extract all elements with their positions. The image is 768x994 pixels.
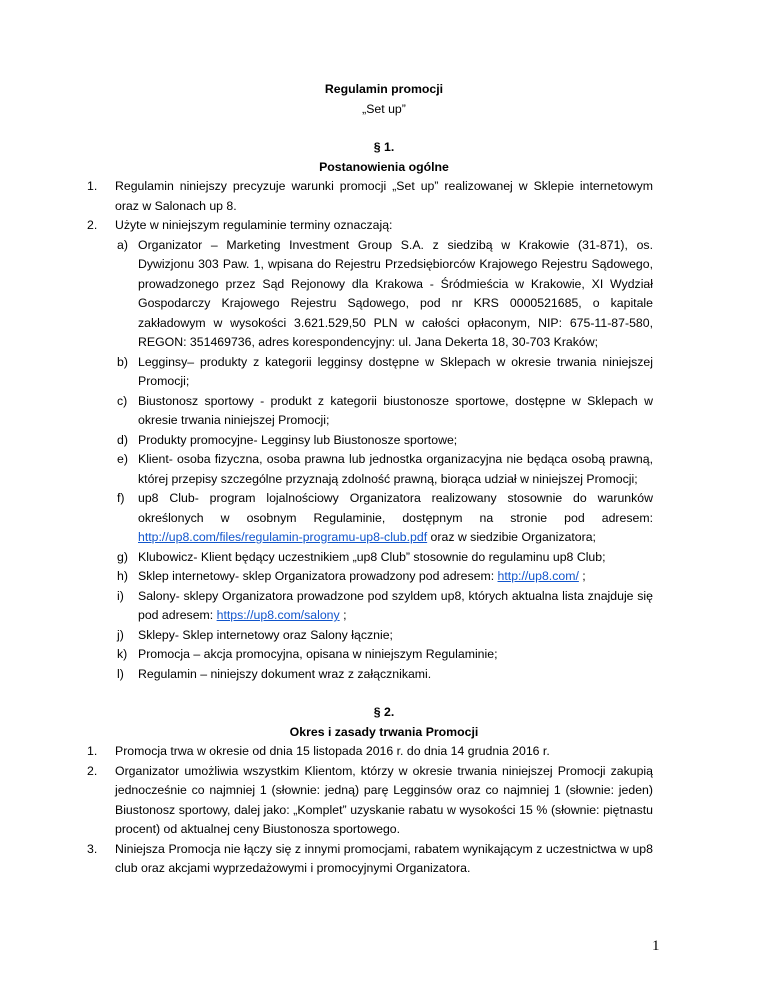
definition-letter: c)	[117, 393, 128, 408]
regulamin-club-link[interactable]: http://up8.com/files/regulamin-programu-up8-club.pdf	[138, 530, 428, 544]
definition-letter: d)	[117, 432, 128, 447]
definition-item	[0, 236, 768, 353]
definition-text-continued	[138, 528, 653, 548]
definition-letter: k)	[117, 647, 128, 661]
list-text: Promocja trwa w okresie od dnia 15 listopada 2016 r. do dnia 14 grudnia 2016 r.	[115, 744, 550, 758]
definition-letter: f)	[117, 491, 125, 505]
section-2-title: Okres i zasady trwania Promocji	[289, 724, 479, 739]
definition-text-part: Salony- sklepy Organizatora prowadzone pod szyldem up8, których aktualna lista znajduje się pod adresem:	[138, 588, 653, 622]
definition-text: Produkty promocyjne- Legginsy lub Biustonosze sportowe;	[138, 432, 458, 447]
document-title: Regulamin promocji	[324, 82, 444, 96]
salony-link[interactable]: https://up8.com/salony	[216, 608, 340, 622]
definition-item	[0, 353, 768, 392]
definition-text	[138, 587, 653, 626]
definition-item	[0, 665, 768, 685]
list-number: 2.	[87, 218, 98, 232]
definition-text: Klient- osoba fizyczna, osoba prawna lub jednostka organizacyjna nie będąca osobą prawną, której przepisy szczególne przyznają zdolność prawną, biorąca udział w niniejszej Promocji;	[138, 452, 653, 486]
section-2-heading: § 2.	[373, 705, 395, 719]
definition-text: Biustonosz sportowy - produkt z kategorii biustonosze sportowe, dostępne w Sklepach w okresie trwania niniejszej Promocji;	[138, 393, 653, 427]
definition-text: Klubowicz- Klient będący uczestnikiem „up8 Club” stosownie do regulaminu up8 Club;	[138, 549, 606, 564]
definition-item	[0, 645, 768, 665]
list-item	[0, 742, 768, 762]
definition-letter: a)	[117, 237, 128, 252]
definition-item	[0, 626, 768, 646]
list-item	[0, 762, 768, 840]
definition-letter: b)	[117, 354, 128, 369]
definition-item	[0, 431, 768, 451]
list-text: Organizator umożliwia wszystkim Klientom, którzy w okresie trwania niniejszej Promocji zakupią jednocześnie co najmniej 1 (słownie: jedną) parę Legginsów oraz co najmniej 1 (słownie: jeden) Biustonosz sportowy, dalej jako: „Komplet” uzyskanie rabatu w wysokości 15 % (słownie: piętnastu procent) od aktualnej ceny Biustonosza sportowego.	[115, 763, 653, 836]
definition-text-part: Sklep internetowy- sklep Organizatora prowadzony pod adresem:	[138, 569, 498, 583]
definition-item	[0, 548, 768, 568]
definition-text: Legginsy– produkty z kategorii legginsy dostępne w Sklepach w okresie trwania niniejszej Promocji;	[138, 354, 653, 388]
list-item	[0, 840, 768, 879]
definition-letter: h)	[117, 569, 128, 583]
definition-text-part: up8 Club- program lojalnościowy Organizatora realizowany stosownie do warunków określonych w osobnym Regulaminie, dostępnym na stronie pod adresem:	[138, 491, 653, 525]
definition-letter: j)	[117, 627, 124, 642]
definition-text	[138, 489, 653, 528]
definition-letter: l)	[117, 666, 124, 681]
list-item	[0, 177, 768, 216]
definition-item	[0, 567, 768, 587]
definition-item	[0, 392, 768, 431]
list-number: 1.	[87, 179, 98, 193]
list-text: Użyte w niniejszym regulaminie terminy oznaczają:	[115, 218, 393, 232]
definition-text: Promocja – akcja promocyjna, opisana w niniejszym Regulaminie;	[138, 647, 498, 661]
definition-text: Regulamin – niniejszy dokument wraz z załącznikami.	[138, 666, 432, 681]
definition-text: Sklepy- Sklep internetowy oraz Salony łącznie;	[138, 627, 393, 642]
definition-text	[138, 567, 653, 587]
section-1-title: Postanowienia ogólne	[319, 159, 449, 174]
list-item	[0, 216, 768, 236]
section-1-heading: § 1.	[373, 140, 395, 154]
list-text: Regulamin niniejszy precyzuje warunki promocji „Set up” realizowanej w Sklepie internetowym oraz w Salonach up 8.	[115, 179, 653, 213]
document-body	[0, 80, 768, 879]
list-number: 2.	[87, 763, 98, 778]
page-number: 1	[652, 938, 660, 954]
list-text: Niniejsza Promocja nie łączy się z innymi promocjami, rabatem wynikającym z uczestnictwa w up8 club oraz akcjami wyprzedażowymi i promocyjnymi Organizatora.	[115, 841, 653, 875]
definition-text-part: ;	[578, 569, 586, 583]
document-subtitle: „Set up”	[362, 101, 406, 116]
definition-item	[0, 587, 768, 626]
list-number: 3.	[87, 841, 98, 856]
list-number: 1.	[87, 744, 98, 758]
definition-letter: i)	[117, 588, 124, 603]
definition-item	[0, 450, 768, 489]
definition-text: Organizator – Marketing Investment Group S.A. z siedzibą w Krakowie (31-871), os. Dywizjonu 303 Paw. 1, wpisana do Rejestru Przedsiębiorców Krajowego Rejestru Sądowego, prowadzonego przez Sąd Rejonowy dla Krakowa - Śródmieścia w Krakowie, XI Wydział Gospodarczy Krajowego Rejestru Sądowego, pod nr KRS 0000521685, o kapitale zakładowym w wysokości 3.621.529,50 PLN w całości opłaconym, NIP: 675-11-87-580, REGON: 351469736, adres korespondencyjny: ul. Jana Dekerta 18, 30-703 Kraków;	[138, 237, 653, 349]
definition-text-part: oraz w siedzibie Organizatora;	[427, 530, 596, 544]
shop-link[interactable]: http://up8.com/	[497, 569, 579, 583]
definition-item	[0, 489, 768, 548]
definition-text-part: ;	[339, 608, 347, 622]
definition-letter: e)	[117, 452, 128, 466]
definition-letter: g)	[117, 549, 128, 564]
